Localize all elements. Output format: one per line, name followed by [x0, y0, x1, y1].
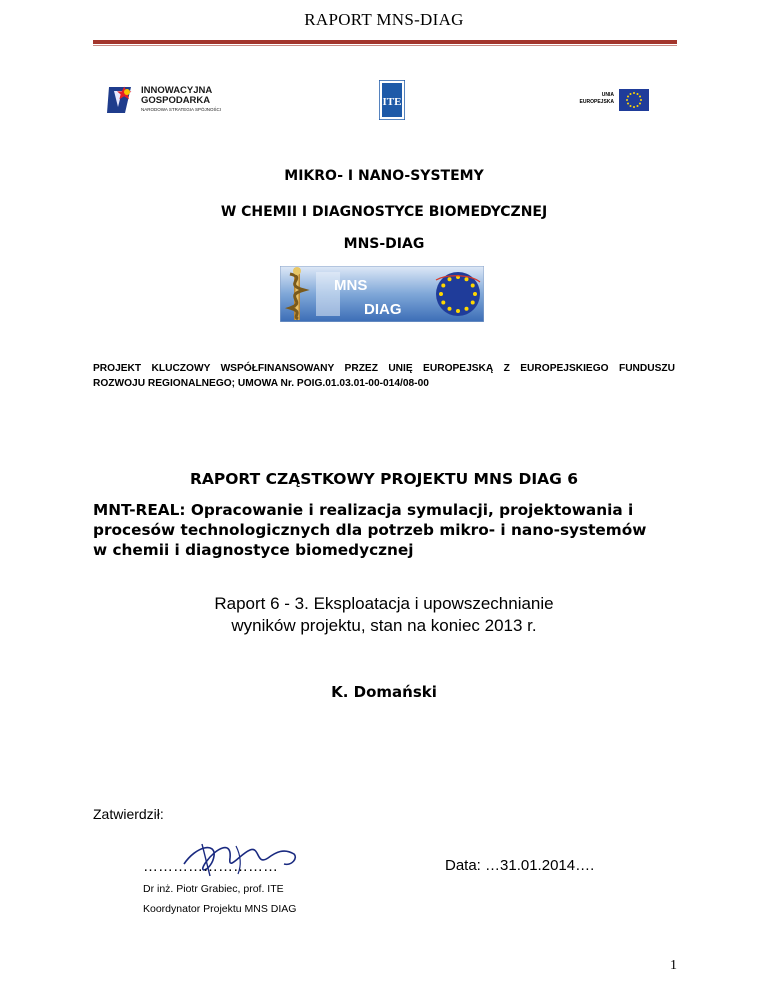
report-title: RAPORT CZĄSTKOWY PROJEKTU MNS DIAG 6 — [189, 470, 579, 488]
report-subtitle-line-1: Raport 6 - 3. Eksploatacja i upowszechnianie — [214, 594, 554, 613]
eu-line-2: EUROPEJSKA — [579, 99, 614, 105]
title-line-3: MNS-DIAG — [343, 236, 425, 252]
signer-name: Dr inż. Piotr Grabiec, prof. ITE — [143, 883, 284, 895]
eu-flag-icon — [619, 89, 649, 111]
innowacyjna-gospodarka-logo — [105, 83, 245, 119]
title-line-2: W CHEMII I DIAGNOSTYCE BIOMEDYCZNEJ — [220, 204, 548, 220]
ig-line-3: NARODOWA STRATEGIA SPÓJNOŚCI — [141, 107, 222, 112]
mnt-line-1: MNT-REAL: Opracowanie i realizacja symulacji, projektowania i — [93, 501, 634, 519]
mns-diag-banner-graphic — [280, 266, 484, 322]
banner-mns-text: MNS — [334, 277, 368, 294]
mns-diag-banner — [280, 266, 484, 322]
ig-emblem-icon — [105, 83, 135, 117]
approved-label: Zatwierdził: — [93, 806, 164, 822]
project-line-1: PROJEKT KLUCZOWY WSPÓŁFINANSOWANY PRZEZ UNIĘ EUROPEJSKĄ Z EUROPEJSKIEGO FUNDUSZU — [93, 363, 675, 374]
mnt-line-3: w chemii i diagnostyce biomedycznej — [93, 541, 414, 559]
signature-line: ……………………… — [143, 858, 278, 875]
project-line-2: ROZWOJU REGIONALNEGO; UMOWA Nr. POIG.01.03.01-00-014/08-00 — [93, 378, 429, 389]
banner-diag-text: DIAG — [364, 301, 402, 318]
ig-line-2: GOSPODARKA — [141, 95, 211, 106]
title-line-1: MIKRO- I NANO-SYSTEMY — [284, 168, 484, 184]
author: K. Domański — [331, 683, 437, 701]
header-rule-thin — [93, 45, 677, 46]
report-subtitle — [0, 593, 768, 637]
ite-label: ITE — [382, 96, 402, 108]
eu-logo — [560, 88, 650, 116]
report-subtitle-line-2: wyników projektu, stan na koniec 2013 r. — [231, 616, 537, 635]
signer-role: Koordynator Projektu MNS DIAG — [143, 903, 297, 915]
page-number: 1 — [670, 958, 677, 973]
running-header: RAPORT MNS-DIAG — [304, 10, 464, 29]
mnt-line-2: procesów technologicznych dla potrzeb mikro- i nano-systemów — [93, 521, 647, 539]
ite-logo — [379, 80, 405, 120]
eu-line-1: UNIA — [601, 92, 614, 98]
ig-line-1: INNOWACYJNA — [141, 85, 213, 96]
ite-emblem-icon — [379, 80, 405, 120]
header-rule — [93, 40, 677, 44]
approval-date: Data: …31.01.2014…. — [445, 857, 595, 874]
